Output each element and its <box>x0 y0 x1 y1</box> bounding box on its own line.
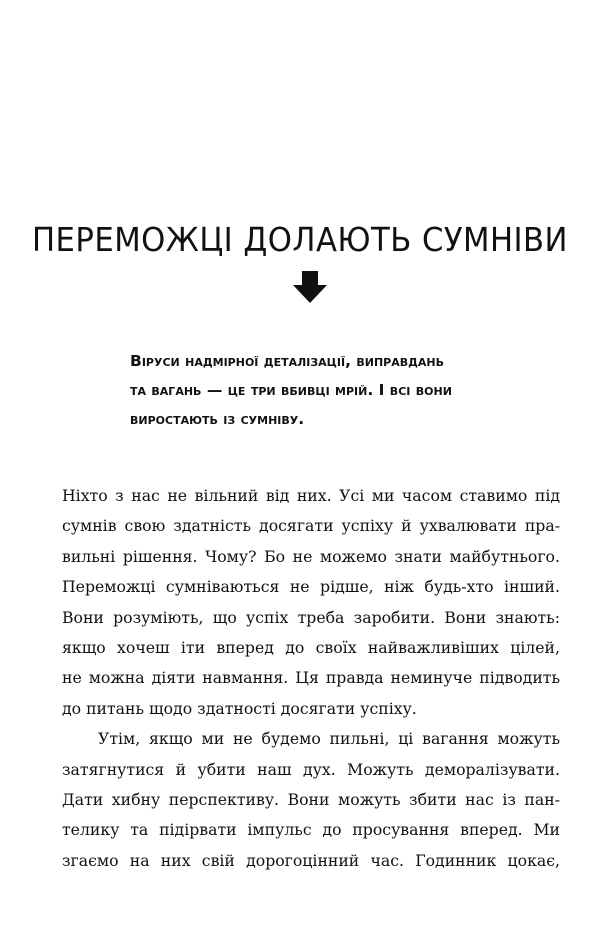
body-line: до питань щодо здатності досягати успіху. <box>62 698 417 718</box>
body-line: Утім, якщо ми не будемо пильні, ці вагання можуть <box>98 729 560 749</box>
down-arrow-icon <box>293 271 327 303</box>
body-line: якщо хочеш іти вперед до своїх найважливіших цілей, <box>62 638 560 658</box>
body-line: затягнутися й убити наш дух. Можуть деморалізувати. <box>62 759 560 779</box>
body-line: сумнів свою здатність досягати успіху й ухвалювати пра- <box>62 516 560 536</box>
body-line: Вони розуміють, що успіх треба заробити. Вони знають: <box>62 607 560 627</box>
body-line: вильні рішення. Чому? Бо не можемо знати майбутнього. <box>62 546 560 566</box>
chapter-title: ПЕРЕМОЖЦІ ДОЛАЮТЬ СУМНІВИ <box>32 220 568 259</box>
body-line: Переможці сумніваються не рідше, ніж будь-хто інший. <box>62 577 560 597</box>
body-line: Ніхто з нас не вільний від них. Усі ми часом ставимо під <box>62 486 560 505</box>
lead-line: виростають із сумніву. <box>130 410 305 428</box>
lead-line: та вагань — це три вбивці мрій. І всі вони <box>130 381 452 399</box>
lead-line: Віруси надмірної деталізації, виправдань <box>130 352 445 370</box>
body-text <box>62 481 560 876</box>
body-line: телику та підірвати імпульс до просування вперед. Ми <box>62 820 560 840</box>
body-line: Дати хибну перспективу. Вони можуть збити нас із пан- <box>62 790 560 810</box>
lead-paragraph <box>130 347 530 434</box>
body-line: згаємо на них свій дорогоцінний час. Годинник цокає, <box>62 850 560 870</box>
body-line: не можна діяти навмання. Ця правда неминуче підводить <box>62 668 560 688</box>
